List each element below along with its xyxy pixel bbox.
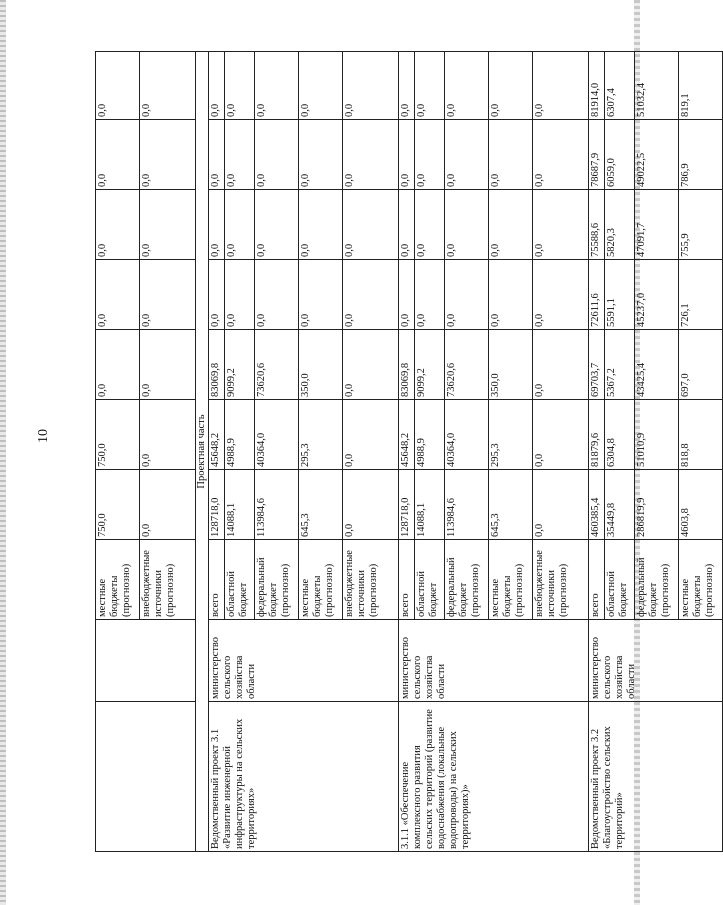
value-cell: 0,0 bbox=[225, 190, 255, 260]
value-cell: 0,0 bbox=[140, 470, 196, 540]
value-cell: 0,0 bbox=[140, 330, 196, 400]
value-cell: 0,0 bbox=[415, 260, 445, 330]
value-cell: 0,0 bbox=[255, 52, 299, 120]
value-cell: 0,0 bbox=[299, 260, 343, 330]
executor-cell: министерство сельского хозяйства области bbox=[399, 620, 589, 702]
value-cell: 40364,0 bbox=[255, 400, 299, 470]
rotated-table-container bbox=[95, 52, 716, 852]
value-cell: 0,0 bbox=[255, 120, 299, 190]
source-cell: областной бюджет bbox=[415, 540, 445, 620]
value-cell: 0,0 bbox=[140, 260, 196, 330]
value-cell: 9099,2 bbox=[225, 330, 255, 400]
value-cell: 113984,6 bbox=[445, 470, 489, 540]
section-row bbox=[196, 52, 209, 852]
value-cell: 0,0 bbox=[445, 120, 489, 190]
value-cell: 726,1 bbox=[679, 260, 723, 330]
value-cell: 0,0 bbox=[140, 400, 196, 470]
value-cell: 83069,8 bbox=[209, 330, 225, 400]
scan-edge-left bbox=[0, 0, 6, 905]
value-cell: 6059,0 bbox=[605, 120, 635, 190]
value-cell: 6304,8 bbox=[605, 400, 635, 470]
value-cell: 350,0 bbox=[299, 330, 343, 400]
value-cell: 0,0 bbox=[299, 190, 343, 260]
value-cell: 0,0 bbox=[399, 52, 415, 120]
executor-cell: министерство сельского хозяйства области bbox=[209, 620, 399, 702]
source-cell: внебюджетные источники (прогнозно) bbox=[533, 540, 589, 620]
value-cell: 5591,1 bbox=[605, 260, 635, 330]
value-cell: 73620,6 bbox=[445, 330, 489, 400]
value-cell: 0,0 bbox=[343, 260, 399, 330]
value-cell: 51010,9 bbox=[635, 400, 679, 470]
value-cell: 0,0 bbox=[445, 190, 489, 260]
value-cell: 43425,4 bbox=[635, 330, 679, 400]
value-cell: 78687,9 bbox=[589, 120, 605, 190]
value-cell: 40364,0 bbox=[445, 400, 489, 470]
value-cell: 0,0 bbox=[225, 260, 255, 330]
value-cell: 0,0 bbox=[415, 190, 445, 260]
value-cell: 45237,0 bbox=[635, 260, 679, 330]
value-cell: 128718,0 bbox=[209, 470, 225, 540]
value-cell: 460385,4 bbox=[589, 470, 605, 540]
value-cell: 0,0 bbox=[343, 470, 399, 540]
source-cell: местные бюджеты (прогнозно) bbox=[96, 540, 140, 620]
value-cell: 0,0 bbox=[533, 330, 589, 400]
value-cell: 73620,6 bbox=[255, 330, 299, 400]
table-row bbox=[589, 52, 605, 852]
table-row bbox=[209, 52, 225, 852]
source-cell: всего bbox=[589, 540, 605, 620]
value-cell: 51032,4 bbox=[635, 52, 679, 120]
value-cell: 9099,2 bbox=[415, 330, 445, 400]
value-cell: 81879,6 bbox=[589, 400, 605, 470]
source-cell: областной бюджет bbox=[225, 540, 255, 620]
value-cell: 0,0 bbox=[96, 52, 140, 120]
value-cell: 0,0 bbox=[533, 260, 589, 330]
value-cell: 47091,7 bbox=[635, 190, 679, 260]
value-cell: 0,0 bbox=[255, 190, 299, 260]
value-cell: 645,3 bbox=[299, 470, 343, 540]
value-cell: 0,0 bbox=[489, 190, 533, 260]
value-cell: 0,0 bbox=[415, 52, 445, 120]
continued-name-cell bbox=[96, 702, 196, 852]
project-name-cell: Ведомственный проект 3.1 «Развитие инженерной инфраструктуры на сельских территориях» bbox=[209, 702, 399, 852]
value-cell: 0,0 bbox=[399, 190, 415, 260]
value-cell: 786,9 bbox=[679, 120, 723, 190]
value-cell: 0,0 bbox=[255, 260, 299, 330]
value-cell: 35449,8 bbox=[605, 470, 635, 540]
value-cell: 755,9 bbox=[679, 190, 723, 260]
value-cell: 5367,2 bbox=[605, 330, 635, 400]
value-cell: 75588,6 bbox=[589, 190, 605, 260]
value-cell: 0,0 bbox=[140, 120, 196, 190]
value-cell: 0,0 bbox=[96, 120, 140, 190]
value-cell: 750,0 bbox=[96, 470, 140, 540]
value-cell: 72611,6 bbox=[589, 260, 605, 330]
value-cell: 0,0 bbox=[533, 120, 589, 190]
source-cell: местные бюджеты (прогнозно) bbox=[489, 540, 533, 620]
source-cell: внебюджетные источники (прогнозно) bbox=[140, 540, 196, 620]
value-cell: 0,0 bbox=[299, 52, 343, 120]
value-cell: 4988,9 bbox=[415, 400, 445, 470]
value-cell: 0,0 bbox=[445, 52, 489, 120]
source-cell: внебюджетные источники (прогнозно) bbox=[343, 540, 399, 620]
value-cell: 0,0 bbox=[343, 330, 399, 400]
value-cell: 0,0 bbox=[96, 260, 140, 330]
value-cell: 0,0 bbox=[533, 190, 589, 260]
source-cell: федеральный бюджет (прогнозно) bbox=[635, 540, 679, 620]
value-cell: 0,0 bbox=[533, 400, 589, 470]
value-cell: 0,0 bbox=[140, 52, 196, 120]
source-cell: местные бюджеты (прогнозно) bbox=[299, 540, 343, 620]
value-cell: 0,0 bbox=[533, 470, 589, 540]
value-cell: 5820,3 bbox=[605, 190, 635, 260]
table-row bbox=[96, 52, 140, 852]
value-cell: 4988,9 bbox=[225, 400, 255, 470]
page-number: 10 bbox=[36, 429, 51, 443]
project-name-cell: 3.1.1 «Обеспечение комплексного развития сельских территорий (развитие водоснабжения (локальные водопроводы) на сельских территориях)» bbox=[399, 702, 589, 852]
value-cell: 0,0 bbox=[343, 190, 399, 260]
value-cell: 295,3 bbox=[489, 400, 533, 470]
value-cell: 697,0 bbox=[679, 330, 723, 400]
value-cell: 6307,4 bbox=[605, 52, 635, 120]
value-cell: 0,0 bbox=[343, 400, 399, 470]
value-cell: 0,0 bbox=[96, 190, 140, 260]
value-cell: 0,0 bbox=[209, 52, 225, 120]
value-cell: 49022,5 bbox=[635, 120, 679, 190]
value-cell: 0,0 bbox=[225, 52, 255, 120]
value-cell: 45648,2 bbox=[209, 400, 225, 470]
value-cell: 0,0 bbox=[96, 330, 140, 400]
value-cell: 14088,1 bbox=[415, 470, 445, 540]
value-cell: 0,0 bbox=[209, 190, 225, 260]
value-cell: 45648,2 bbox=[399, 400, 415, 470]
value-cell: 0,0 bbox=[225, 120, 255, 190]
value-cell: 286819,9 bbox=[635, 470, 679, 540]
continued-executor-cell bbox=[96, 620, 196, 702]
value-cell: 0,0 bbox=[489, 260, 533, 330]
source-cell: местные бюджеты (прогнозно) bbox=[679, 540, 723, 620]
value-cell: 83069,8 bbox=[399, 330, 415, 400]
source-cell: федеральный бюджет (прогнозно) bbox=[255, 540, 299, 620]
value-cell: 0,0 bbox=[140, 190, 196, 260]
value-cell: 0,0 bbox=[533, 52, 589, 120]
value-cell: 645,3 bbox=[489, 470, 533, 540]
value-cell: 818,8 bbox=[679, 400, 723, 470]
value-cell: 113984,6 bbox=[255, 470, 299, 540]
value-cell: 69703,7 bbox=[589, 330, 605, 400]
value-cell: 0,0 bbox=[489, 52, 533, 120]
value-cell: 750,0 bbox=[96, 400, 140, 470]
value-cell: 0,0 bbox=[299, 120, 343, 190]
value-cell: 0,0 bbox=[209, 120, 225, 190]
value-cell: 0,0 bbox=[399, 120, 415, 190]
value-cell: 128718,0 bbox=[399, 470, 415, 540]
value-cell: 81914,0 bbox=[589, 52, 605, 120]
value-cell: 350,0 bbox=[489, 330, 533, 400]
value-cell: 819,1 bbox=[679, 52, 723, 120]
value-cell: 0,0 bbox=[343, 120, 399, 190]
source-cell: всего bbox=[399, 540, 415, 620]
project-name-cell: Ведомственный проект 3.2 «Благоустройство сельских территорий» bbox=[589, 702, 723, 852]
value-cell: 0,0 bbox=[343, 52, 399, 120]
source-cell: федеральный бюджет (прогнозно) bbox=[445, 540, 489, 620]
value-cell: 0,0 bbox=[399, 260, 415, 330]
value-cell: 295,3 bbox=[299, 400, 343, 470]
source-cell: областной бюджет bbox=[605, 540, 635, 620]
value-cell: 0,0 bbox=[489, 120, 533, 190]
executor-cell: министерство сельского хозяйства области bbox=[589, 620, 723, 702]
value-cell: 0,0 bbox=[415, 120, 445, 190]
value-cell: 14088,1 bbox=[225, 470, 255, 540]
table-row bbox=[399, 52, 415, 852]
value-cell: 0,0 bbox=[445, 260, 489, 330]
value-cell: 0,0 bbox=[209, 260, 225, 330]
section-title: Проектная часть bbox=[196, 52, 209, 852]
budget-table bbox=[95, 51, 723, 852]
value-cell: 4603,8 bbox=[679, 470, 723, 540]
source-cell: всего bbox=[209, 540, 225, 620]
